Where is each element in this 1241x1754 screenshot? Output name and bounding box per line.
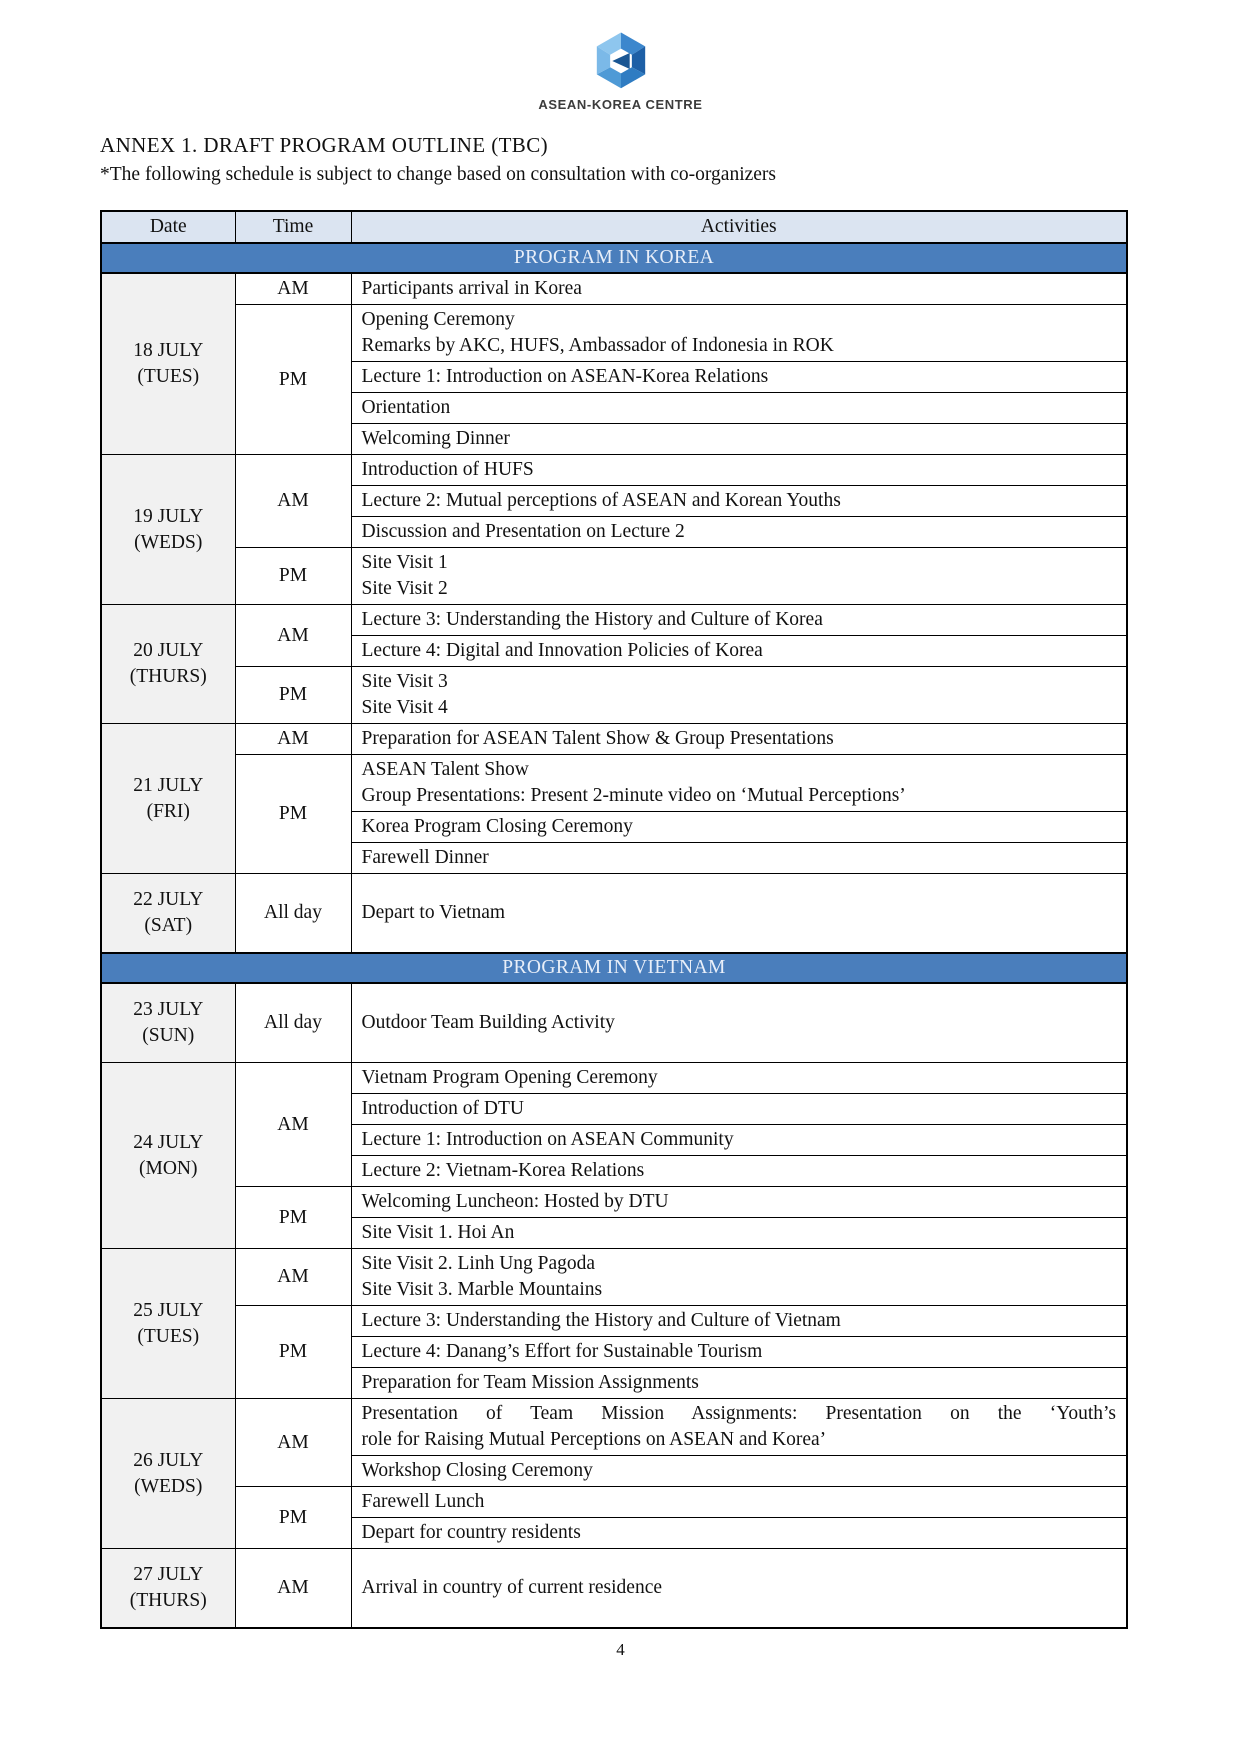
section-title: PROGRAM IN VIETNAM	[101, 953, 1127, 983]
section-row	[101, 953, 1127, 983]
activity-line: Arrival in country of current residence	[361, 1577, 662, 1598]
time-cell: PM	[235, 1187, 351, 1249]
logo-text: ASEAN-KOREA CENTRE	[538, 97, 703, 112]
time-cell: PM	[235, 1487, 351, 1549]
activity-cell	[351, 273, 1127, 305]
activity-line: Site Visit 3. Marble Mountains	[361, 1279, 603, 1300]
date-cell	[101, 724, 235, 874]
activity-cell	[351, 1094, 1127, 1125]
schedule-row	[101, 1549, 1127, 1629]
date-line: (WEDS)	[134, 1475, 203, 1497]
date-line: (FRI)	[146, 800, 190, 822]
activity-cell	[351, 1399, 1127, 1456]
time-cell: PM	[235, 755, 351, 874]
date-line: 25 JULY	[133, 1299, 204, 1321]
date-cell	[101, 605, 235, 724]
schedule-note: *The following schedule is subject to change based on consultation with co-organizers	[100, 164, 777, 185]
activity-line: Lecture 2: Vietnam-Korea Relations	[361, 1160, 645, 1181]
date-cell	[101, 983, 235, 1063]
activity-cell	[351, 983, 1127, 1063]
activity-line: Lecture 3: Understanding the History and Culture of Korea	[361, 609, 823, 630]
column-header-row	[101, 211, 1127, 243]
activity-line: Preparation for Team Mission Assignments	[361, 1372, 699, 1393]
date-line: (THURS)	[129, 1590, 207, 1611]
column-header-date: Date	[101, 211, 235, 243]
activity-cell	[351, 548, 1127, 605]
schedule-row	[101, 305, 1127, 362]
schedule-row	[101, 1399, 1127, 1456]
activity-cell	[351, 1125, 1127, 1156]
date-cell	[101, 1399, 235, 1549]
time-cell: All day	[235, 874, 351, 954]
activity-line: Discussion and Presentation on Lecture 2	[361, 521, 685, 542]
schedule-row	[101, 983, 1127, 1063]
activity-line: Welcoming Dinner	[361, 428, 510, 449]
activity-cell	[351, 724, 1127, 755]
activity-line: Depart to Vietnam	[361, 902, 506, 923]
activity-line: Site Visit 4	[361, 697, 448, 718]
activity-cell	[351, 486, 1127, 517]
activity-line: Farewell Lunch	[361, 1491, 485, 1512]
activity-cell	[351, 1156, 1127, 1187]
date-line: 24 JULY	[133, 1131, 204, 1153]
activity-line: Preparation for ASEAN Talent Show & Group Presentations	[361, 728, 834, 749]
activity-line: Lecture 4: Danang’s Effort for Sustainable Tourism	[361, 1341, 763, 1362]
activity-line: Depart for country residents	[361, 1522, 581, 1543]
time-cell: AM	[235, 1249, 351, 1306]
hexagon-ribbon-icon	[590, 30, 652, 92]
schedule-row	[101, 1063, 1127, 1094]
activity-cell	[351, 362, 1127, 393]
activity-line: Introduction of HUFS	[361, 459, 534, 480]
activity-line: Introduction of DTU	[361, 1098, 524, 1119]
activity-line: ASEAN Talent Show	[361, 759, 529, 780]
activity-line: Lecture 1: Introduction on ASEAN Community	[361, 1129, 734, 1150]
date-line: 27 JULY	[133, 1564, 204, 1585]
activity-line: role for Raising Mutual Perceptions on ASEAN and Korea’	[361, 1429, 827, 1450]
activity-cell	[351, 393, 1127, 424]
time-cell: PM	[235, 548, 351, 605]
activity-line: Site Visit 1	[361, 552, 448, 573]
activity-cell	[351, 812, 1127, 843]
schedule-row	[101, 1187, 1127, 1218]
date-line: (TUES)	[137, 366, 200, 387]
activity-line: Participants arrival in Korea	[361, 278, 582, 299]
page-title: ANNEX 1. DRAFT PROGRAM OUTLINE (TBC)	[100, 133, 549, 157]
date-cell	[101, 1549, 235, 1629]
date-cell	[101, 874, 235, 954]
activity-cell	[351, 605, 1127, 636]
activity-cell	[351, 1218, 1127, 1249]
schedule-row	[101, 755, 1127, 812]
date-line: (TUES)	[137, 1325, 200, 1347]
date-line: 23 JULY	[133, 999, 204, 1020]
activity-cell	[351, 1549, 1127, 1629]
activity-cell	[351, 843, 1127, 874]
activity-line: Korea Program Closing Ceremony	[361, 816, 633, 837]
date-cell	[101, 273, 235, 455]
date-line: (SAT)	[144, 915, 193, 936]
activity-cell	[351, 455, 1127, 486]
activity-line: Orientation	[361, 397, 451, 418]
time-cell: All day	[235, 983, 351, 1063]
schedule-row	[101, 548, 1127, 605]
activity-line: Farewell Dinner	[361, 847, 489, 868]
schedule-row	[101, 874, 1127, 954]
asean-korea-centre-logo	[0, 30, 1241, 112]
column-header-time: Time	[235, 211, 351, 243]
time-cell: PM	[235, 305, 351, 455]
date-line: (SUN)	[142, 1025, 195, 1046]
schedule-row	[101, 1487, 1127, 1518]
activity-line: Lecture 2: Mutual perceptions of ASEAN and Korean Youths	[361, 490, 841, 511]
activity-line: Site Visit 2	[361, 578, 448, 599]
schedule-row	[101, 667, 1127, 724]
activity-cell	[351, 1456, 1127, 1487]
activity-cell	[351, 1187, 1127, 1218]
time-cell: AM	[235, 455, 351, 548]
time-cell: PM	[235, 1306, 351, 1399]
date-line: (THURS)	[129, 666, 207, 687]
activity-cell	[351, 305, 1127, 362]
date-line: (WEDS)	[134, 531, 203, 553]
activity-line: Site Visit 3	[361, 671, 448, 692]
activity-cell	[351, 1063, 1127, 1094]
time-cell: AM	[235, 273, 351, 305]
time-cell: AM	[235, 1399, 351, 1487]
date-line: 26 JULY	[133, 1449, 204, 1471]
schedule-row	[101, 455, 1127, 486]
schedule-row	[101, 605, 1127, 636]
activity-line: Outdoor Team Building Activity	[361, 1012, 615, 1033]
page-number: 4	[616, 1640, 625, 1659]
activity-cell	[351, 1368, 1127, 1399]
date-line: 22 JULY	[133, 889, 204, 910]
time-cell: PM	[235, 667, 351, 724]
activity-line: Lecture 3: Understanding the History and Culture of Vietnam	[361, 1310, 841, 1331]
date-line: 20 JULY	[133, 640, 204, 661]
activity-line: Opening Ceremony	[361, 309, 515, 330]
activity-line: Lecture 4: Digital and Innovation Policies of Korea	[361, 640, 763, 661]
activity-line: Remarks by AKC, HUFS, Ambassador of Indonesia in ROK	[361, 335, 834, 356]
activity-cell	[351, 755, 1127, 812]
time-cell: AM	[235, 1063, 351, 1187]
activity-cell	[351, 874, 1127, 954]
activity-cell	[351, 424, 1127, 455]
date-cell	[101, 455, 235, 605]
activity-line: Presentation of Team Mission Assignments: Presentation on the ‘Youth’s	[361, 1403, 1116, 1424]
activity-cell	[351, 636, 1127, 667]
section-row	[101, 243, 1127, 273]
activity-cell	[351, 1306, 1127, 1337]
activity-line: Group Presentations: Present 2-minute video on ‘Mutual Perceptions’	[361, 785, 906, 806]
activity-line: Welcoming Luncheon: Hosted by DTU	[361, 1191, 669, 1212]
schedule-table	[100, 210, 1128, 1629]
schedule-row	[101, 1249, 1127, 1306]
schedule-row	[101, 1306, 1127, 1337]
time-cell: AM	[235, 724, 351, 755]
date-cell	[101, 1249, 235, 1399]
activity-line: Site Visit 2. Linh Ung Pagoda	[361, 1253, 596, 1274]
date-line: 18 JULY	[133, 340, 204, 361]
date-line: 19 JULY	[133, 505, 204, 527]
activity-cell	[351, 1487, 1127, 1518]
schedule-row	[101, 724, 1127, 755]
time-cell: AM	[235, 1549, 351, 1629]
date-line: 21 JULY	[133, 774, 204, 796]
activity-cell	[351, 517, 1127, 548]
schedule-row	[101, 273, 1127, 305]
schedule-table-body	[101, 243, 1127, 1628]
time-cell: AM	[235, 605, 351, 667]
activity-line: Lecture 1: Introduction on ASEAN-Korea Relations	[361, 366, 769, 387]
title-block	[100, 133, 1130, 186]
date-cell	[101, 1063, 235, 1249]
activity-cell	[351, 1249, 1127, 1306]
activity-cell	[351, 667, 1127, 724]
section-title: PROGRAM IN KOREA	[101, 243, 1127, 273]
activity-line: Workshop Closing Ceremony	[361, 1460, 593, 1481]
activity-cell	[351, 1337, 1127, 1368]
activity-line: Site Visit 1. Hoi An	[361, 1222, 515, 1243]
activity-cell	[351, 1518, 1127, 1549]
column-header-activities: Activities	[351, 211, 1127, 243]
date-line: (MON)	[139, 1157, 198, 1179]
activity-line: Vietnam Program Opening Ceremony	[361, 1067, 658, 1088]
